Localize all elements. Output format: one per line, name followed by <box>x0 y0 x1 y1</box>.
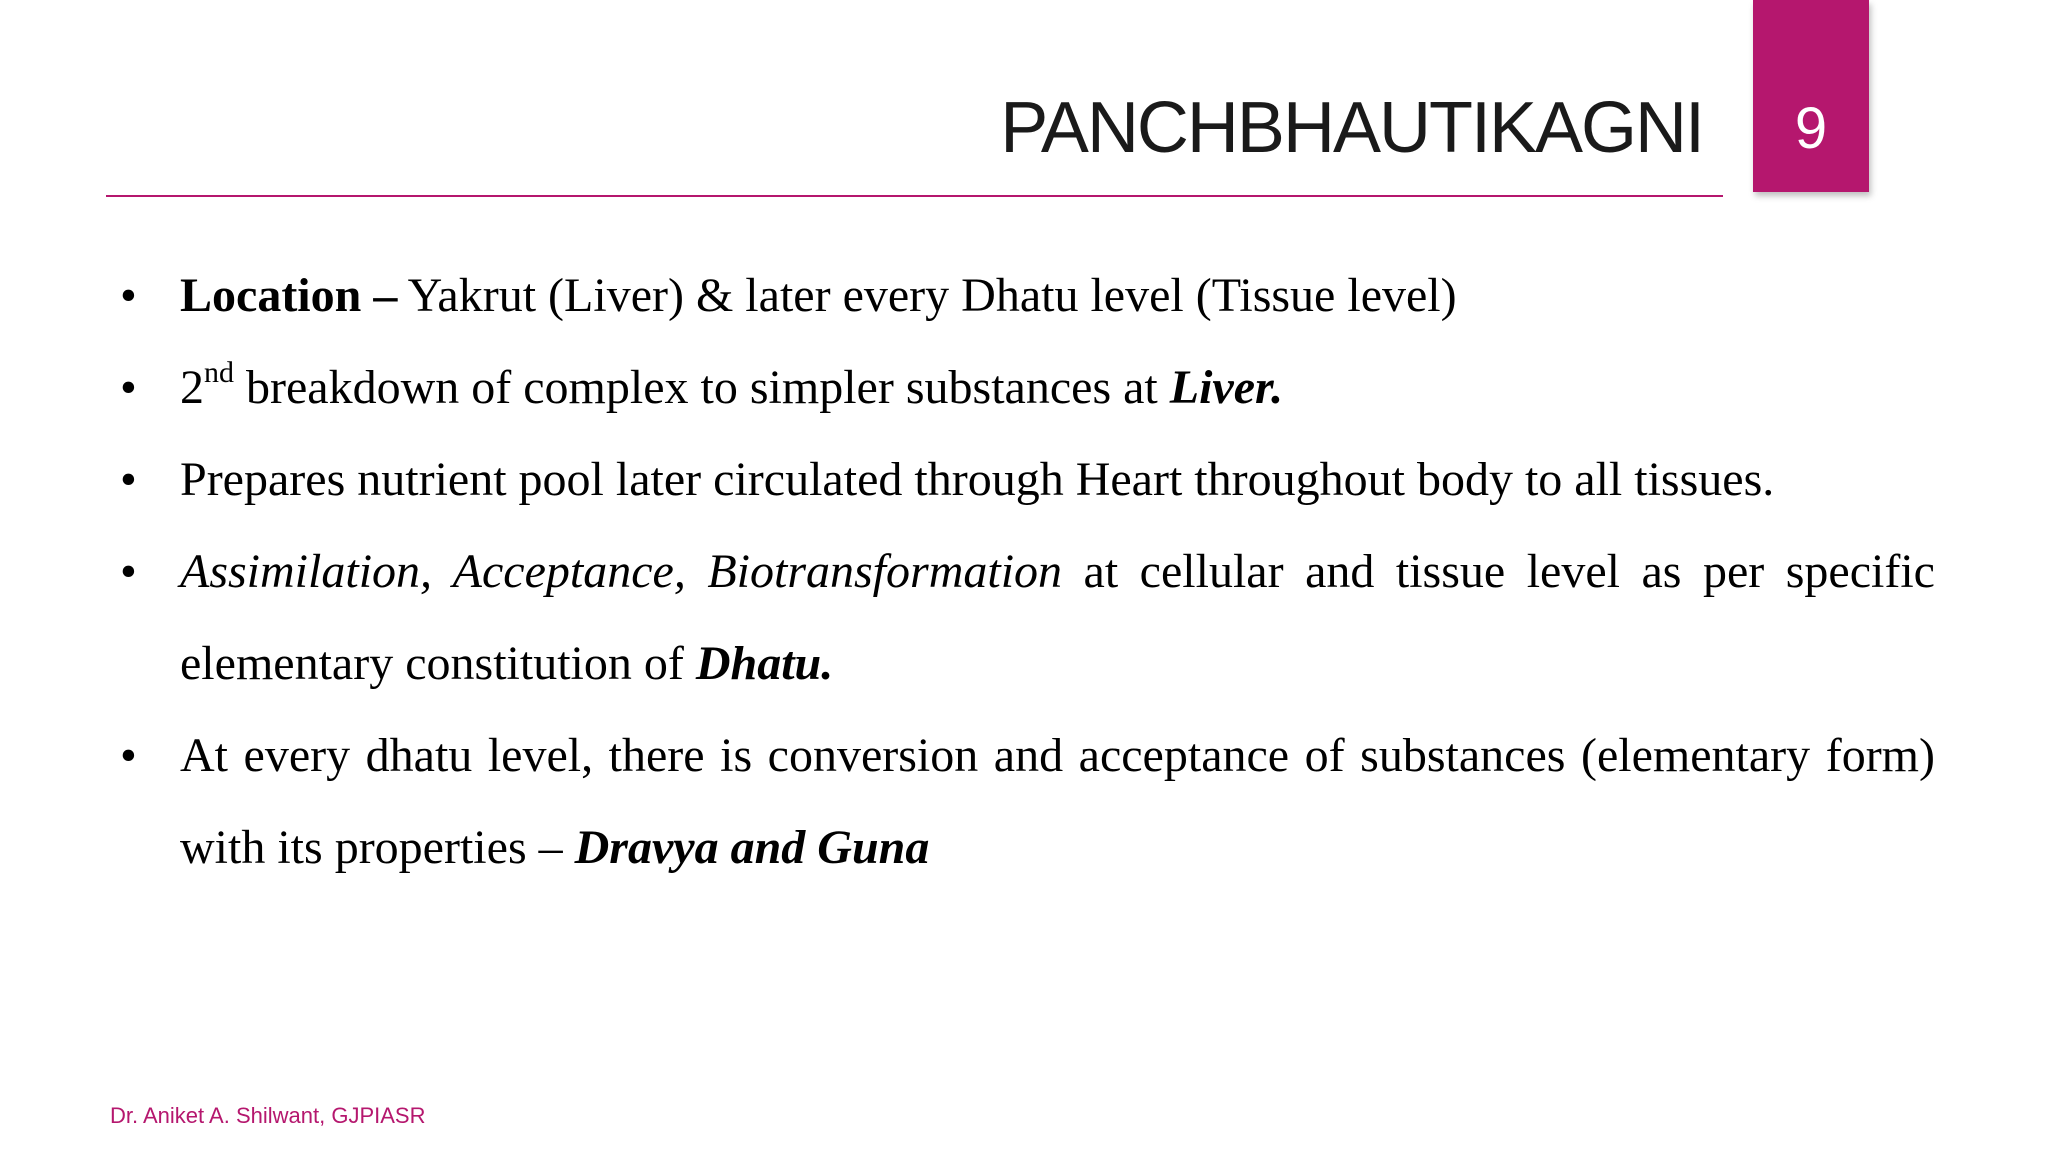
bullet-nutrient-pool <box>120 434 1935 526</box>
bullet-marker: • <box>120 729 137 782</box>
bullet-marker: • <box>120 545 137 598</box>
dravya-guna-emphasis: Dravya and Guna <box>574 821 930 874</box>
ordinal-number: 2 <box>180 361 204 414</box>
bullet-text: breakdown of complex to simpler substances at <box>234 361 1170 414</box>
footer-author: Dr. Aniket A. Shilwant, GJPIASR <box>110 1103 426 1128</box>
liver-emphasis: Liver. <box>1169 361 1284 414</box>
bullet-assimilation <box>120 526 1935 710</box>
bullet-location <box>120 250 1935 342</box>
bullet-list <box>120 250 1935 894</box>
page-number: 9 <box>1794 96 1828 161</box>
slide-title: PANCHBHAUTIKAGNI <box>1000 88 1703 168</box>
dhatu-emphasis: Dhatu. <box>695 637 834 690</box>
bullet-second-breakdown <box>120 342 1935 434</box>
bullet-text: at cellular and tissue level as per specific elementary constitution of <box>180 545 1935 690</box>
bullet-marker: • <box>120 453 137 506</box>
italic-terms: Assimilation, Acceptance, Biotransformation <box>180 545 1063 598</box>
page-number-badge <box>1753 0 1869 192</box>
bullet-text: At every dhatu level, there is conversion and acceptance of substances (elementary form) with its properties – <box>180 729 1935 874</box>
bullet-text: Prepares nutrient pool later circulated through Heart throughout body to all tissues. <box>180 453 1775 506</box>
title-underline <box>106 195 1723 197</box>
bullet-marker: • <box>120 361 137 414</box>
location-text: Yakrut (Liver) & later every Dhatu level (Tissue level) <box>397 269 1457 322</box>
bullet-marker: • <box>120 269 137 322</box>
location-label: Location – <box>180 269 398 322</box>
ordinal-suffix: nd <box>204 356 234 389</box>
bullet-dhatu-level <box>120 710 1935 894</box>
